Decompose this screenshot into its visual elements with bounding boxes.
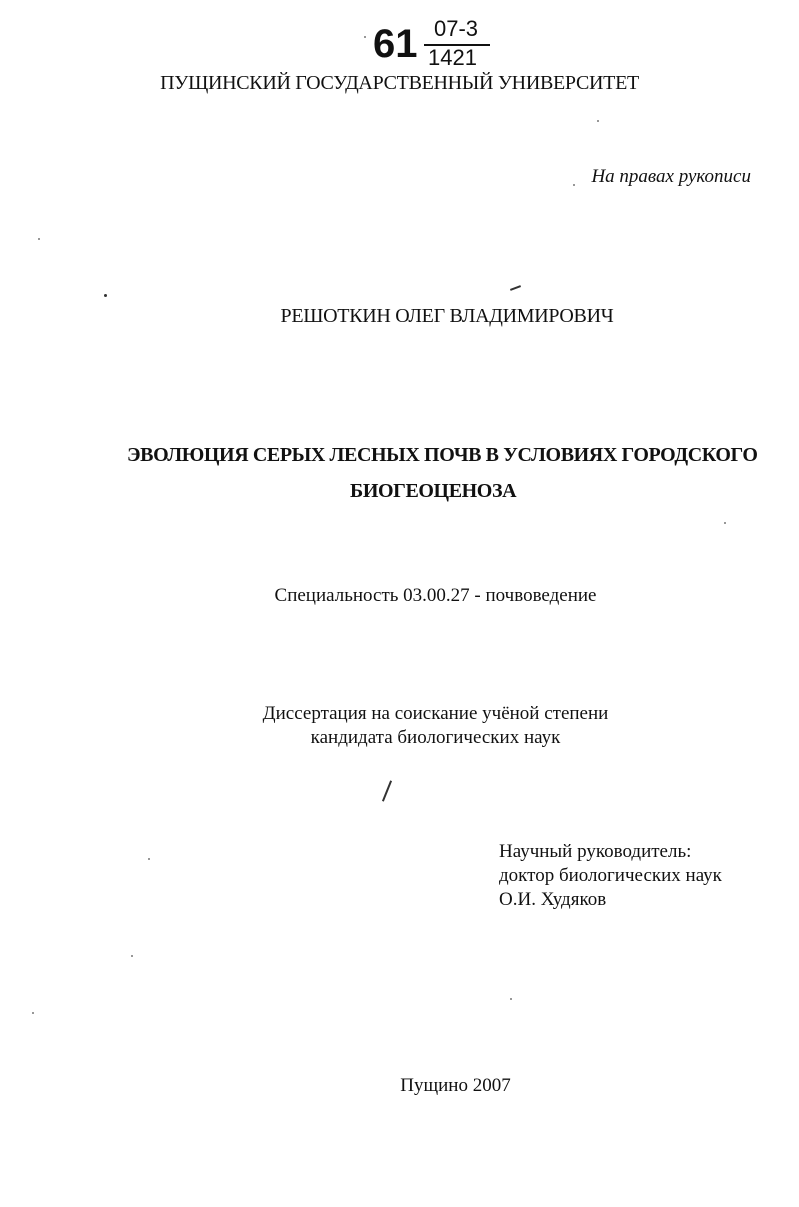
scan-dot: [32, 1012, 34, 1014]
advisor-title: доктор биологических наук: [499, 865, 722, 886]
specialty: Специальность 03.00.27 - почвоведение: [274, 585, 597, 606]
scan-dot: [597, 120, 599, 122]
scan-slash-mark: [382, 780, 392, 801]
scan-dot: [148, 858, 150, 860]
scan-dot: [724, 522, 726, 524]
degree-line-2: кандидата биологических наук: [310, 727, 561, 748]
city-year: Пущино 2007: [400, 1075, 511, 1096]
scan-dot: [573, 184, 575, 186]
thesis-title-line-1: ЭВОЛЮЦИЯ СЕРЫХ ЛЕСНЫХ ПОЧВ В УСЛОВИЯХ ГОРОДСКОГО: [127, 444, 758, 466]
scan-mark: [510, 285, 521, 291]
author-name: РЕШОТКИН ОЛЕГ ВЛАДИМИРОВИЧ: [280, 305, 614, 327]
degree-line-1: Диссертация на соискание учёной степени: [262, 703, 609, 724]
stamp-bottom-code: 1421: [428, 45, 477, 70]
scan-dot: [131, 955, 133, 957]
scan-mark: [104, 294, 107, 297]
thesis-title-line-2: БИОГЕОЦЕНОЗА: [350, 480, 517, 502]
scan-dot: [38, 238, 40, 240]
library-stamp: [370, 18, 510, 78]
rights-note: На правах рукописи: [591, 166, 751, 187]
scan-dot: [510, 998, 512, 1000]
university-name: ПУЩИНСКИЙ ГОСУДАРСТВЕННЫЙ УНИВЕРСИТЕТ: [160, 72, 639, 94]
stamp-number: 61: [373, 22, 418, 66]
advisor-name: О.И. Худяков: [499, 889, 607, 910]
advisor-label: Научный руководитель:: [499, 841, 692, 862]
scan-dot: [364, 36, 366, 38]
stamp-top-code: 07-3: [434, 16, 479, 41]
